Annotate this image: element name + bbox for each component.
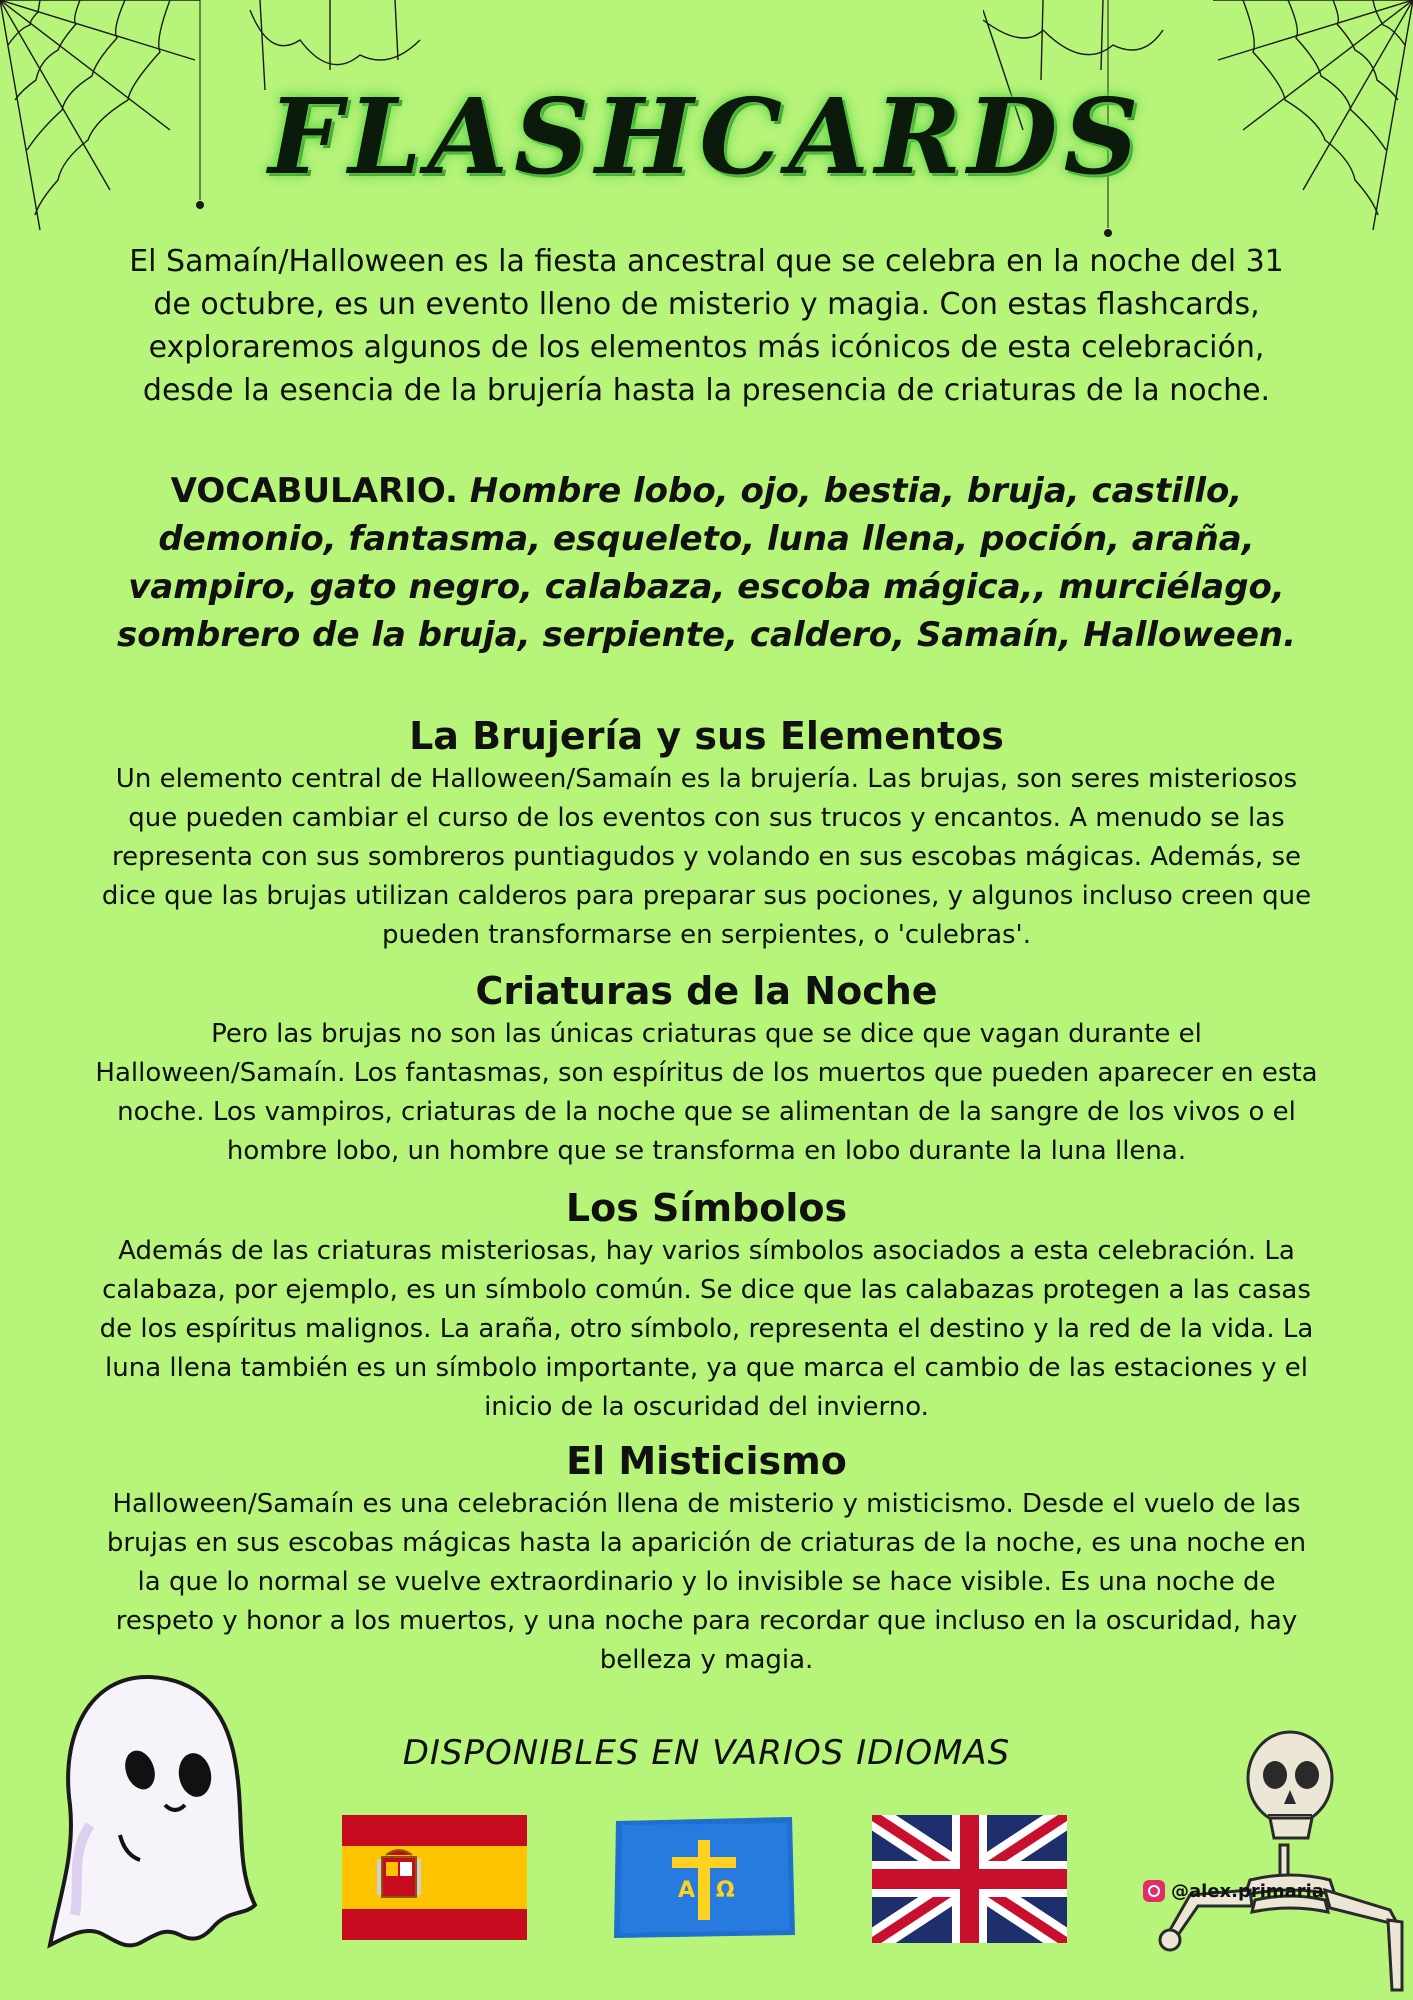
uk-flag[interactable]	[872, 1815, 1067, 1943]
available-languages-label: DISPONIBLES EN VARIOS IDIOMAS	[402, 1733, 1011, 1773]
instagram-icon	[1143, 1880, 1165, 1902]
section-witchcraft	[95, 712, 1318, 955]
vocabulary-block	[100, 467, 1313, 659]
svg-text:Ω: Ω	[716, 1878, 735, 1903]
spain-flag[interactable]	[342, 1815, 527, 1940]
vocabulary-label: VOCABULARIO.	[170, 471, 458, 511]
page-title: FLASHCARDS	[268, 75, 1145, 198]
vocabulary-words: Hombre lobo, ojo, bestia, bruja, castillo, demonio, fantasma, esqueleto, luna llena, poción, araña, vampiro, gato negro, calabaza, escoba mágica,, murciélago, sombrero de la bruja, serpiente, caldero, Samaín, Halloween.	[116, 471, 1297, 655]
section-mysticism	[95, 1437, 1318, 1680]
social-handle-text: @alex.primaria	[1171, 1880, 1324, 1902]
section-heading: Los Símbolos	[565, 1186, 848, 1230]
asturias-flag[interactable]	[612, 1815, 797, 1940]
section-creatures	[95, 967, 1318, 1171]
skeleton-icon	[1130, 1730, 1413, 2000]
section-heading: La Brujería y sus Elementos	[409, 714, 1004, 758]
svg-text:A: A	[678, 1878, 696, 1903]
section-body: Además de las criaturas misteriosas, hay varios símbolos asociados a esta celebración. La calabaza, por ejemplo, es un símbolo común. Se dice que las calabazas protegen a las casas de los espíritus malignos. La araña, otro símbolo, representa el destino y la red de la vida. La luna llena también es un símbolo importante, ya que marca el cambio de las estaciones y el inicio de la oscuridad del invierno.	[99, 1236, 1314, 1422]
section-body: Pero las brujas no son las únicas criaturas que se dice que vagan durante el Halloween/Samaín. Los fantasmas, son espíritus de los muertos que pueden aparecer en esta noche. Los vampiros, criaturas de la noche que se alimentan de la sangre de los vivos o el hombre lobo, un hombre que se transforma en lobo durante la luna llena.	[95, 1019, 1318, 1166]
intro-paragraph: El Samaín/Halloween es la fiesta ancestral que se celebra en la noche del 31 de octubre, es un evento lleno de misterio y magia. Con estas flashcards, exploraremos algunos de los elementos más icónicos de esta celebración, desde la esencia de la brujería hasta la presencia de criaturas de la noche.	[129, 244, 1284, 408]
ghost-icon	[30, 1665, 270, 1965]
section-body: Halloween/Samaín es una celebración llena de misterio y misticismo. Desde el vuelo de las brujas en sus escobas mágicas hasta la aparición de criaturas de la noche, es una noche en la que lo normal se vuelve extraordinario y lo invisible se hace visible. Es una noche de respeto y honor a los muertos, y una noche para recordar que incluso en la oscuridad, hay belleza y magia.	[106, 1489, 1307, 1675]
section-symbols	[95, 1184, 1318, 1427]
social-handle[interactable]	[1143, 1880, 1324, 1902]
section-heading: El Misticismo	[566, 1439, 847, 1483]
section-heading: Criaturas de la Noche	[475, 969, 938, 1013]
section-body: Un elemento central de Halloween/Samaín es la brujería. Las brujas, son seres misteriosos que pueden cambiar el curso de los eventos con sus trucos y encantos. A menudo se las representa con sus sombreros puntiagudos y volando en sus escobas mágicas. Además, se dice que las brujas utilizan calderos para preparar sus pociones, y algunos incluso creen que pueden transformarse en serpientes, o 'culebras'.	[101, 764, 1312, 950]
